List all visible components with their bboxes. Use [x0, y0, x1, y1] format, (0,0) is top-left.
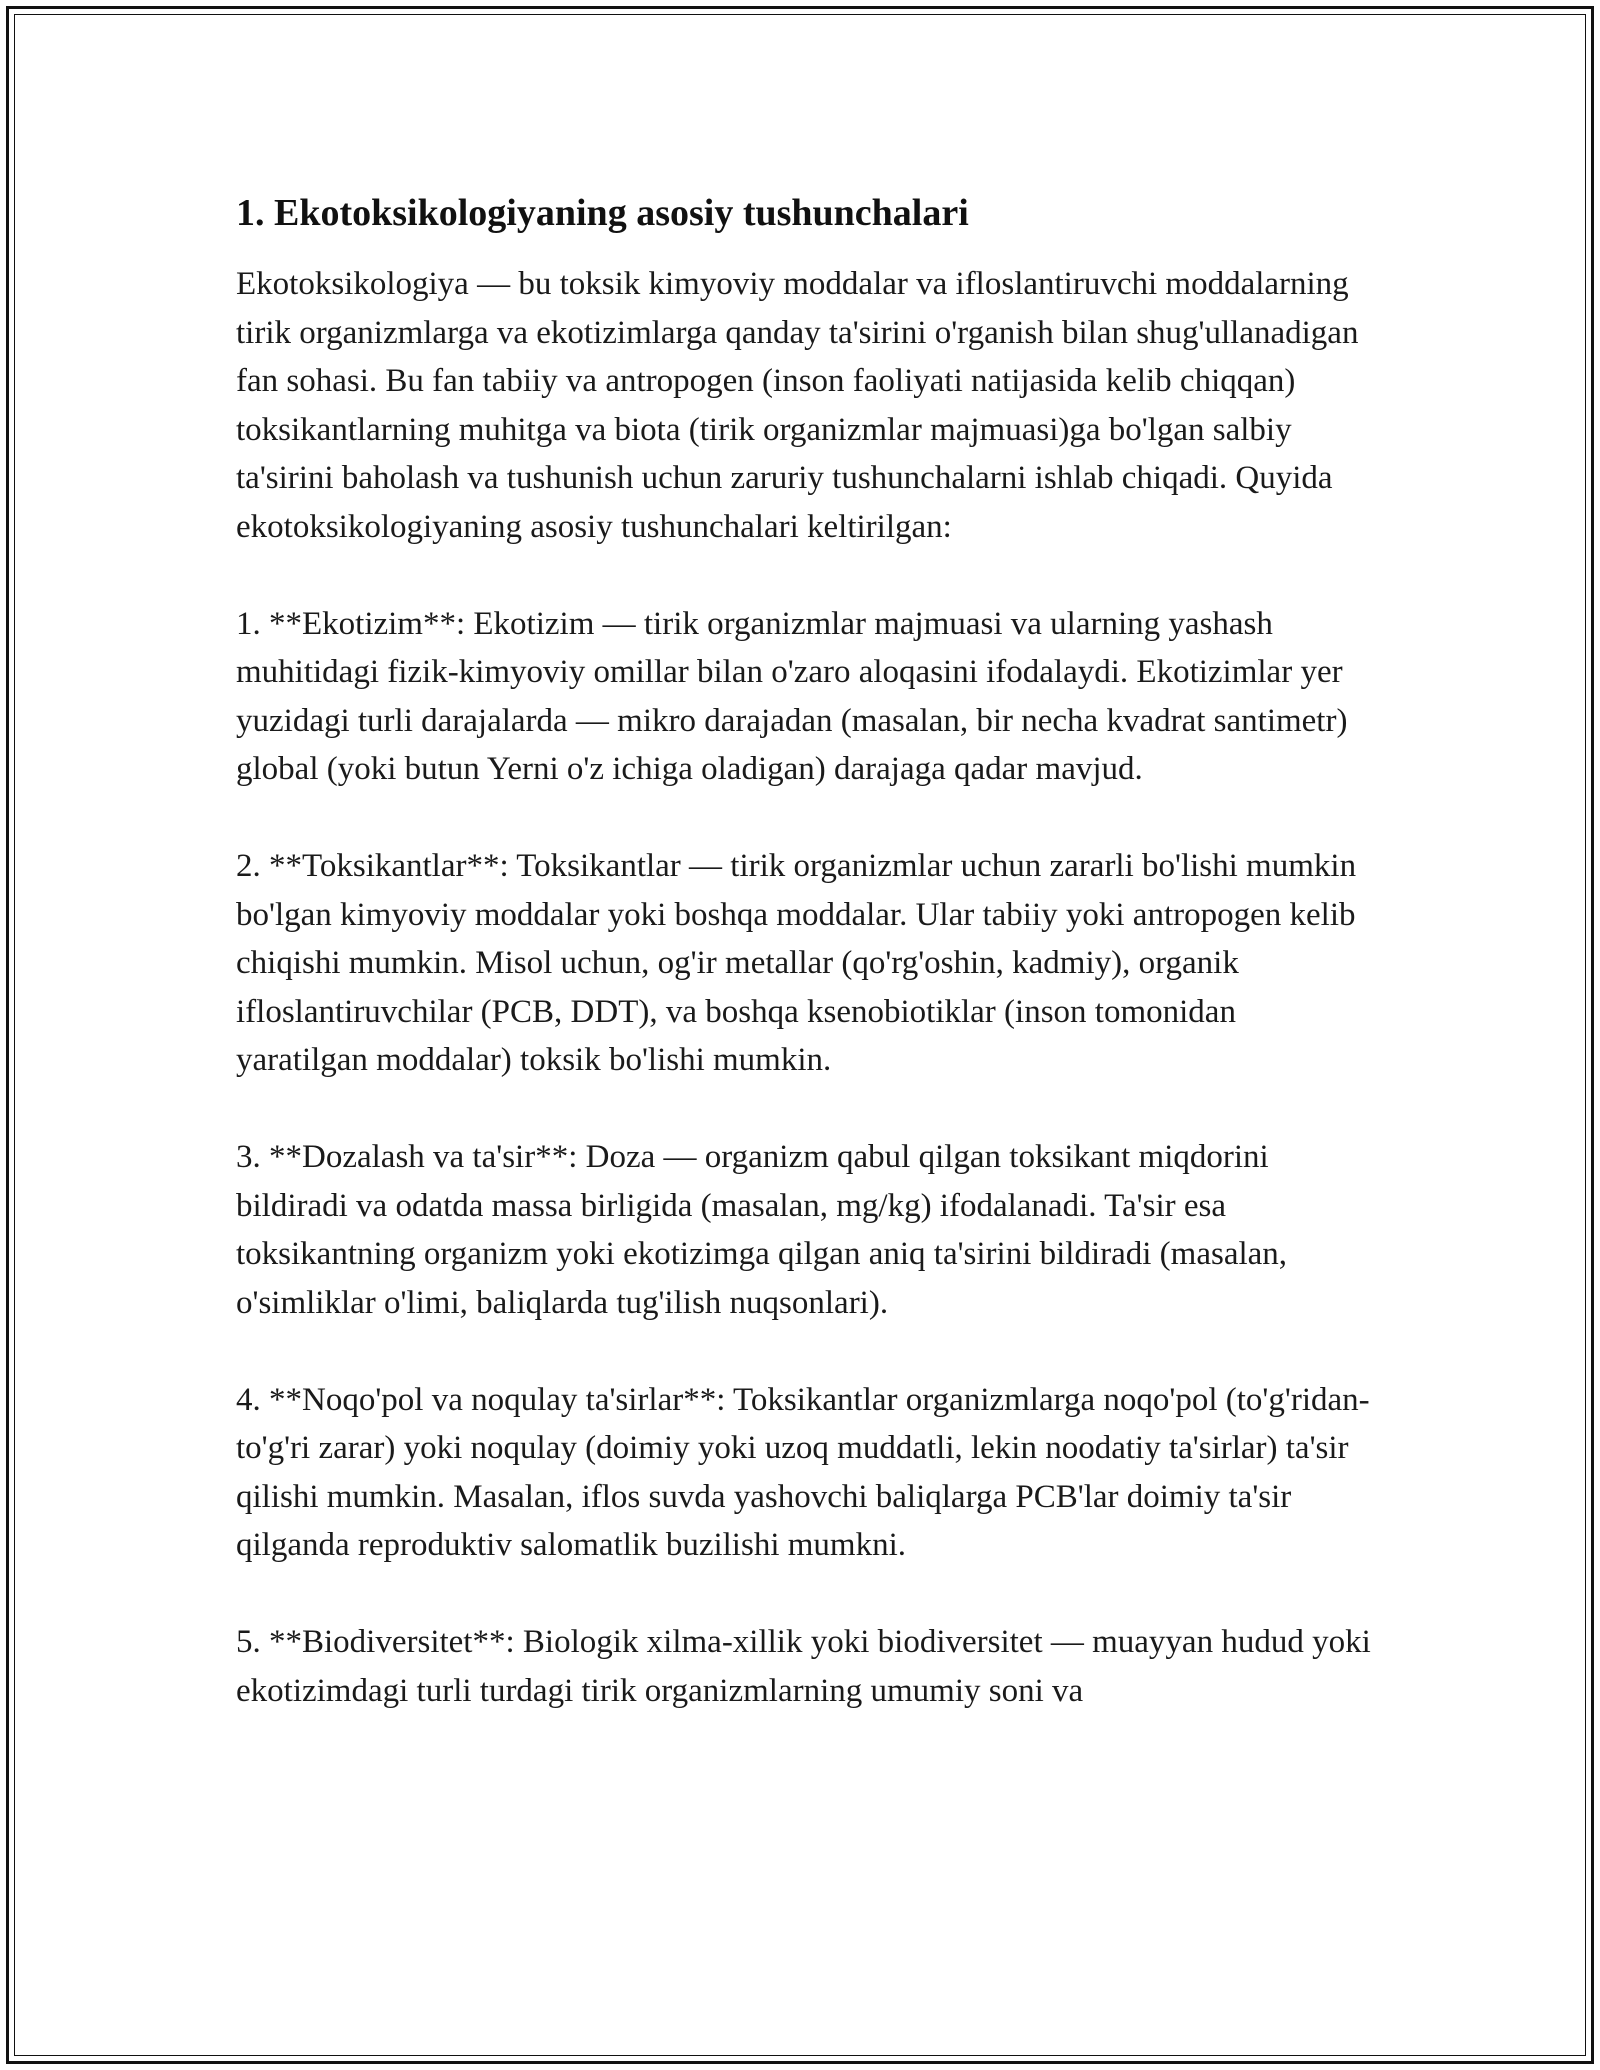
list-item-ekotizim: 1. **Ekotizim**: Ekotizim — tirik organizmlar majmuasi va ularning yashash muhitidagi fizik-kimyoviy omillar bilan o'zaro aloqasini ifodalaydi. Ekotizimlar yer yuzidagi turli darajalarda — mikro darajadan (masalan, bir necha kvadrat santimetr) global (yoki butun Yerni o'z ichiga oladigan) darajaga qadar mavjud. [236, 605, 1348, 787]
intro-paragraph: Ekotoksikologiya — bu toksik kimyoviy moddalar va ifloslantiruvchi moddalarning tirik organizmlarga va ekotizimlarga qanday ta'sirini o'rganish bilan shug'ullanadigan fan sohasi. Bu fan tabiiy va antropogen (inson faoliyati natijasida kelib chiqqan) toksikantlarning muhitga va biota (tirik organizmlar majmuasi)ga bo'lgan salbiy ta'sirini baholash va tushunish uchun zaruriy tushunchalarni ishlab chiqadi. Quyida ekotoksikologiyaning asosiy tushunchalari keltirilgan: [236, 266, 1359, 545]
section-heading: 1. Ekotoksikologiyaning asosiy tushunchalari [236, 192, 969, 234]
document-body [236, 188, 1376, 1715]
list-item-dozalash: 3. **Dozalash va ta'sir**: Doza — organizm qabul qilgan toksikant miqdorini bildiradi va odatda massa birligida (masalan, mg/kg) ifodalanadi. Ta'sir esa toksikantning organizm yoki ekotizimga qilgan aniq ta'sirini bildiradi (masalan, o'simliklar o'limi, baliqlarda tug'ilish nuqsonlari). [236, 1139, 1288, 1321]
list-item-toksikantlar: 2. **Toksikantlar**: Toksikantlar — tirik organizmlar uchun zararli bo'lishi mumkin bo'lgan kimyoviy moddalar yoki boshqa moddalar. Ular tabiiy yoki antropogen kelib chiqishi mumkin. Misol uchun, og'ir metallar (qo'rg'oshin, kadmiy), organik ifloslantiruvchilar (PCB, DDT), va boshqa ksenobiotiklar (inson tomonidan yaratilgan moddalar) toksik bo'lishi mumkin. [236, 848, 1357, 1078]
list-item-biodiversitet: 5. **Biodiversitet**: Biologik xilma-xillik yoki biodiversitet — muayyan hudud yoki ekotizimdagi turli turdagi tirik organizmlarning umumiy soni va [236, 1624, 1371, 1709]
list-item-noqopol: 4. **Noqo'pol va noqulay ta'sirlar**: Toksikantlar organizmlarga noqo'pol (to'g'ridan-to'g'ri zarar) yoki noqulay (doimiy yoki uzoq muddatli, lekin noodatiy ta'sirlar) ta'sir qilishi mumkin. Masalan, iflos suvda yashovchi baliqlarga PCB'lar doimiy ta'sir qilganda reproduktiv salomatlik buzilishi mumkni. [236, 1381, 1370, 1563]
